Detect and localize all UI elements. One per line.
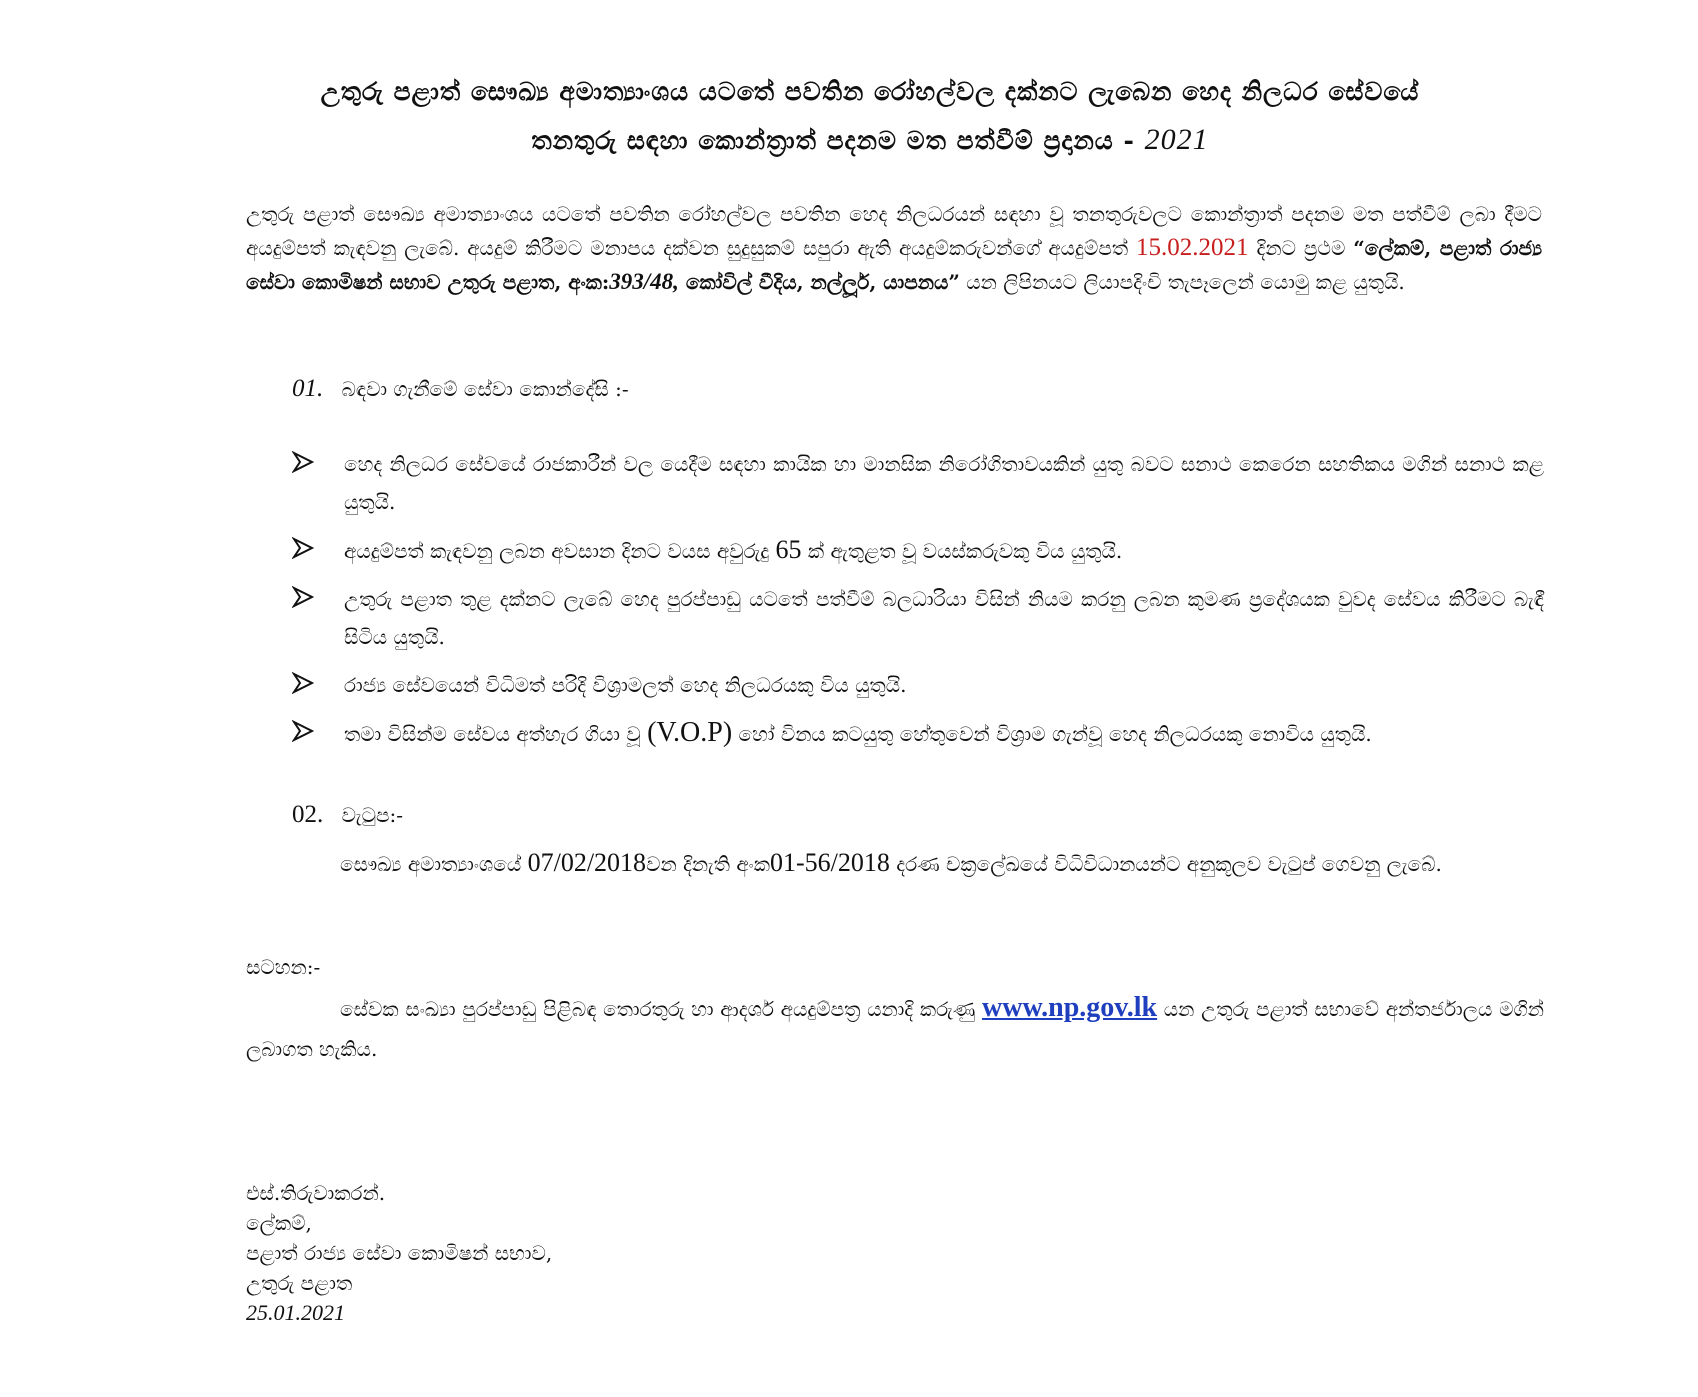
list-item [292,531,1544,570]
salary-text-mid: වන දිනැති අංක [646,852,770,876]
condition-text-tail: ක් ඇතුළත වූ වයස්කරුවකු විය යුතුයි. [807,539,1123,563]
address-lead: “ලේකම්, පළාත් රාජ්‍ය සේවා කොමිෂන් සභාව උතුරු පළාත, අංක: [246,236,1543,294]
note-text-tail: යන උතුරු පළාත් සභාවේ අන්තර්ජාලය මගින් ලබාගත හැකිය. [246,997,1544,1061]
section-1-title: බඳවා ගැනීමේ සේවා කොන්දේසි :- [341,377,629,401]
condition-text: හෙද නිලධර සේවයේ රාජකාරීන් වල යෙදීම සඳහා කායික හා මානසික නිරෝගිතාවයකින් යුතු බවට සනාථ කෙරෙන සහතිකය මගින් සනාථ කළ යුතුයි. [344,452,1544,514]
title-line-2-text: තනතුරු සඳහා කොන්ත්‍රාත් පදනම මත පත්වීම් ප්‍රදානය - [531,126,1135,155]
signature-date: 25.01.2021 [246,1300,345,1325]
salary-paragraph [340,842,1544,885]
closing-date: 15.02.2021 [1136,234,1249,261]
signature-block [246,1178,552,1328]
title-line-1: උතුරු පළාත් සෞඛ්‍ය අමාත්‍යාංශය යටතේ පවතින රෝහල්වල දක්නට ලැබෙන හෙද නිලධර සේවයේ [320,77,1420,106]
intro-text-3: යන ලිපිනයට ලියාපදිංචි තැපෑලෙන් යොමු කළ යුතුයි. [966,270,1405,294]
arrow-bullet-icon [292,672,314,694]
condition-text: තමා විසින්ම සේවය අත්හැර ගියා වූ [344,722,641,746]
address-number: 393/48, [609,269,679,294]
arrow-bullet-icon [292,720,314,742]
website-link[interactable]: www.np.gov.lk [982,992,1158,1023]
conditions-list [292,445,1544,763]
section-1-number: 01. [292,375,324,402]
vop-abbreviation: (V.O.P) [647,717,733,748]
age-limit: 65 [775,535,802,564]
signatory-province: උතුරු පළාත [246,1271,353,1295]
title-year: 2021 [1144,123,1209,156]
list-item [292,445,1544,521]
title-line-2 [200,116,1540,165]
signatory-name: එස්.තිරුවාකරන්. [246,1181,386,1205]
signatory-organization: පළාත් රාජ්‍ය සේවා කොමිෂන් සභාව, [246,1241,553,1265]
list-item [292,580,1544,656]
note-paragraph [246,988,1544,1069]
circular-number: 01-56/2018 [769,848,890,877]
section-2-title: වැටුප:- [341,803,403,827]
salary-text-tail: දරණ චක්‍රලේඛයේ විධිවිධානයන්ට අනුකූලව වැටුප් ගෙවනු ලැබේ. [896,852,1442,876]
arrow-bullet-icon [292,451,314,473]
list-item [292,666,1544,704]
arrow-bullet-icon [292,586,314,608]
condition-text: අයදුම්පත් කැඳවනු ලබන අවසාන දිනට වයස අවුරුදු [344,539,770,563]
condition-text-tail: හෝ විනය කටයුතු හේතුවෙන් විශ්‍රාම ගැන්වූ හෙද නිලධරයකු නොවිය යුතුයි. [738,722,1372,746]
arrow-bullet-icon [292,537,314,559]
circular-date: 07/02/2018 [527,848,647,877]
condition-text: රාජ්‍ය සේවයෙන් විධිමත් පරිදි විශ්‍රාමලත් හෙද නිලධරයකු විය යුතුයි. [344,673,907,697]
section-2-number: 02. [292,801,324,828]
intro-paragraph [246,198,1542,299]
section-1-heading [292,374,629,404]
salary-text-lead: සෞඛ්‍ය අමාත්‍යාංශයේ [340,852,522,876]
intro-text-2: දිනට ප්‍රථම [1256,236,1346,260]
condition-text: උතුරු පළාත තුළ දක්නට ලැබේ හෙද පුරප්පාඩු යටතේ පත්වීම් බලධාරියා විසින් නියම කරනු ලබන කුමණ ප්‍රදේශයක වුවද සේවය කිරීමට බැඳී සිටිය යුතුයි. [344,587,1544,649]
signatory-title: ලේකම්, [246,1211,312,1235]
intro-text-1: උතුරු පළාත් සෞඛ්‍ය අමාත්‍යාංශය යටතේ පවතින රෝහල්වල පවතින හෙද නිලධරයන් සඳහා වූ තනතුරුවලට කොන්ත්‍රාත් පදනම මත පත්වීම් ලබා දීමට අයදුම්පත් කැඳවනු ලැබේ. අයදුම් කිරීමට මනාපය දක්වන සුදුසුකම් සපුරා ඇති අයදුම්කරුවන්ගේ අයදුම්පත් [246,202,1542,260]
address-tail: කෝවිල් වීදිය, නල්ලූර්, යාපනය” [685,270,960,294]
section-2-heading [292,800,403,830]
document-title [200,68,1540,165]
list-item [292,714,1544,753]
note-heading: සටහන:- [246,955,321,979]
note-text-lead: සේවක සංඛ්‍යා පුරප්පාඩු පිළිබඳ තොරතුරු හා ආදර්ශ අයදුම්පත්‍ර යනාදි කරුණු [340,997,976,1021]
